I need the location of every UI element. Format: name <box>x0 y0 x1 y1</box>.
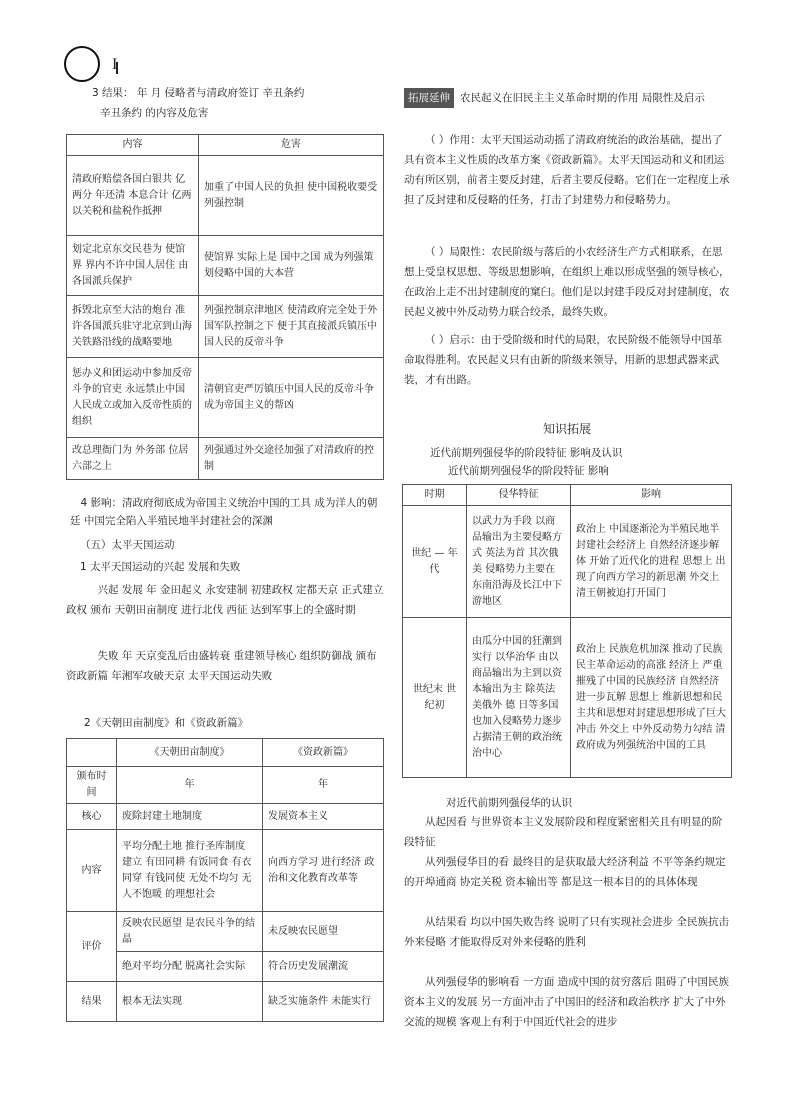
table2-header-blank <box>67 739 117 767</box>
table3-period-2: 世纪末 世纪初 <box>403 618 467 778</box>
knowledge-subtitle-1: 近代前期列强侵华的阶段特征 影响及认识 <box>430 447 623 459</box>
table1-row-content: 划定北京东交民巷为 使馆界 界内不许中国人居住 由各国派兵保护 <box>67 236 199 296</box>
table1-header-content: 内容 <box>67 135 199 156</box>
table2-core-land: 废除封建土地制度 <box>117 804 263 830</box>
table2-content-land: 平均分配土地 推行圣库制度 建立 有田同耕 有饭同食 有衣同穿 有钱同使 无处不均匀 无人不饱暖 的理想社会 <box>117 830 263 912</box>
taiping-docs-table <box>66 738 384 1022</box>
invasion-stage-table <box>402 484 732 778</box>
table1-row-content: 拆毁北京至大沽的炮台 准许各国派兵驻守北京到山海关铁路沿线的战略要地 <box>67 296 199 358</box>
knowledge-title: 知识拓展 <box>542 422 591 436</box>
table3-feature-2: 由瓜分中国的狂潮到实行 以华治华 由以商品输出为主到以资本输出为主 除英法美俄外 德 日等多国也加入侵略势力逐步占据清王朝的政治统治中心 <box>467 618 571 778</box>
recognition-title: 对近代前期列强侵华的认识 <box>446 797 572 809</box>
table1-row-harm: 使馆界 实际上是 国中之国 成为列强策划侵略中国的大本营 <box>199 236 384 296</box>
table2-eval-land-1: 反映农民愿望 是农民斗争的结晶 <box>117 912 263 952</box>
extension-paragraph-1: （ ）作用：太平天国运动动摇了清政府统治的政治基础，提出了具有资本主义性质的改革方案《资政新篇》。太平天国运动和义和团运动有所区别，前者主要反封建，后者主要反侵略。它们在一定程度上承担了反封建和反侵略的任务，打击了封建势力和侵略势力。 <box>404 134 730 206</box>
table2-label-eval: 评价 <box>67 912 117 982</box>
failure-paragraph: 失败 年 天京变乱后由盛转衰 重建领导核心 组织防御战 颁布 资政新篇 年湘军攻破天京 太平天国运动失败 <box>66 650 377 682</box>
table1-header-harm: 危害 <box>199 135 384 156</box>
result-3-line: 3 结果： 年 月 侵略者与清政府签订 辛丑条约 <box>92 87 305 99</box>
recognition-paragraph-4: 从列强侵华的影响看 一方面 造成中国的贫穷落后 阻碍了中国民族资本主义的发展 另一方面冲击了中国旧的经济和政治秩序 扩大了中外交流的规模 客观上有利于中国近代社会的进步 <box>404 976 730 1028</box>
table2-eval-new-2: 符合历史发展潮流 <box>263 952 384 982</box>
treaty-table <box>66 134 384 480</box>
table2-header-land: 《天朝田亩制度》 <box>117 739 263 767</box>
table1-row-harm: 加重了中国人民的负担 使中国税收要受列强控制 <box>199 156 384 236</box>
extension-paragraph-2: （ ）局限性：农民阶级与落后的小农经济生产方式相联系，在思想上受皇权思想、等级思想影响，在组织上难以形成坚强的领导核心，在政治上走不出封建制度的窠臼。他们是以封建手段反对封建制度，农民起义被中外反动势力联合绞杀，最终失败。 <box>404 246 730 318</box>
extension-title: 农民起义在旧民主主义革命时期的作用 局限性及启示 <box>460 92 705 104</box>
table2-result-land: 根本无法实现 <box>117 982 263 1022</box>
table2-label-result: 结果 <box>67 982 117 1022</box>
table3-feature-1: 以武力为手段 以商品输出为主要侵略方式 英法为首 其次俄美 侵略势力主要在东南沿海及长江中下游地区 <box>467 506 571 618</box>
extension-badge: 拓展延伸 <box>404 88 454 108</box>
knowledge-subtitle-2: 近代前期列强侵华的阶段特征 影响 <box>448 465 609 477</box>
table1-row-harm: 列强通过外交途径加强了对清政府的控制 <box>199 438 384 480</box>
extension-heading <box>404 88 734 108</box>
recognition-paragraph-1: 从起因看 与世界资本主义发展阶段和程度紧密相关且有明显的阶段特征 <box>404 816 723 848</box>
table2-header-new: 《资政新篇》 <box>263 739 384 767</box>
impact-4-paragraph: 4 影响：清政府彻底成为帝国主义统治中国的工具 成为洋人的朝廷 中国完全陷入半殖民地半封建社会的深渊 <box>70 497 378 527</box>
rise-paragraph: 兴起 发展 年 金田起义 永安建制 初建政权 定都天京 正式建立政权 颁布 天朝田亩制度 进行北伐 西征 达到军事上的全盛时期 <box>66 584 384 616</box>
section-5-heading: （五）太平天国运动 <box>80 539 175 551</box>
extension-paragraph-3: （ ）启示：由于受阶级和时代的局限，农民阶级不能领导中国革命取得胜利。农民起义只有由新的阶级来领导，用新的思想武器来武装，才有出路。 <box>404 334 723 386</box>
table2-label-core: 核心 <box>67 804 117 830</box>
section-5-item-1: 1 太平天国运动的兴起 发展和失败 <box>80 561 241 573</box>
table2-label-content: 内容 <box>67 830 117 912</box>
table2-year-land: 年 <box>117 767 263 804</box>
table2-core-new: 发展资本主义 <box>263 804 384 830</box>
table2-year-new: 年 <box>263 767 384 804</box>
table2-eval-new-1: 未反映农民愿望 <box>263 912 384 952</box>
table1-row-content: 改总理衙门为 外务部 位居六部之上 <box>67 438 199 480</box>
result-3-subline: 辛丑条约 的内容及危害 <box>100 107 209 119</box>
table3-impact-2: 政治上 民族危机加深 推动了民族民主革命运动的高涨 经济上 严重摧残了中国的民族经济 自然经济进一步瓦解 思想上 维新思想和民主共和思想对封建思想形成了巨大冲击 外交上 中外反动势力勾结 清政府成为列强统治中国的工具 <box>571 618 732 778</box>
table2-label-year: 颁布时间 <box>67 767 117 804</box>
table3-period-1: 世纪 — 年代 <box>403 506 467 618</box>
table3-header-period: 时期 <box>403 485 467 506</box>
table2-eval-land-2: 绝对平均分配 脱离社会实际 <box>117 952 263 982</box>
table2-content-new: 向西方学习 进行经济 政治和文化教育改革等 <box>263 830 384 912</box>
logo-circle-icon <box>64 46 100 82</box>
table1-row-content: 惩办义和团运动中参加反帝斗争的官吏 永远禁止中国人民成立或加入反帝性质的组织 <box>67 358 199 438</box>
table2-result-new: 缺乏实施条件 未能实行 <box>263 982 384 1022</box>
table3-impact-1: 政治上 中国逐渐沦为半殖民地半封建社会经济上 自然经济逐步解体 开始了近代化的进程 思想上 出现了向西方学习的新思潮 外交上 清王朝被迫打开国门 <box>571 506 732 618</box>
table1-row-harm: 清朝官吏严厉镇压中国人民的反帝斗争 成为帝国主义的帮凶 <box>199 358 384 438</box>
recognition-paragraph-3: 从结果看 均以中国失败告终 说明了只有实现社会进步 全民族抗击外来侵略 才能取得反对外来侵略的胜利 <box>404 916 730 948</box>
table3-header-impact: 影响 <box>571 485 732 506</box>
header-mark-text: I <box>112 56 118 73</box>
table3-header-feature: 侵华特征 <box>467 485 571 506</box>
recognition-paragraph-2: 从列强侵华目的看 最终目的是获取最大经济利益 不平等条约规定的开埠通商 协定关税 资本输出等 都是这一根本目的的具体体现 <box>404 856 726 888</box>
table1-row-content: 清政府赔偿各国白银共 亿两分 年还清 本息合计 亿两 以关税和盐税作抵押 <box>67 156 199 236</box>
table1-row-harm: 列强控制京津地区 使清政府完全处于外国军队控制之下 便于其直接派兵镇压中国人民的反帝斗争 <box>199 296 384 358</box>
section-5-item-2: 2《天朝田亩制度》和《资政新篇》 <box>84 717 249 729</box>
